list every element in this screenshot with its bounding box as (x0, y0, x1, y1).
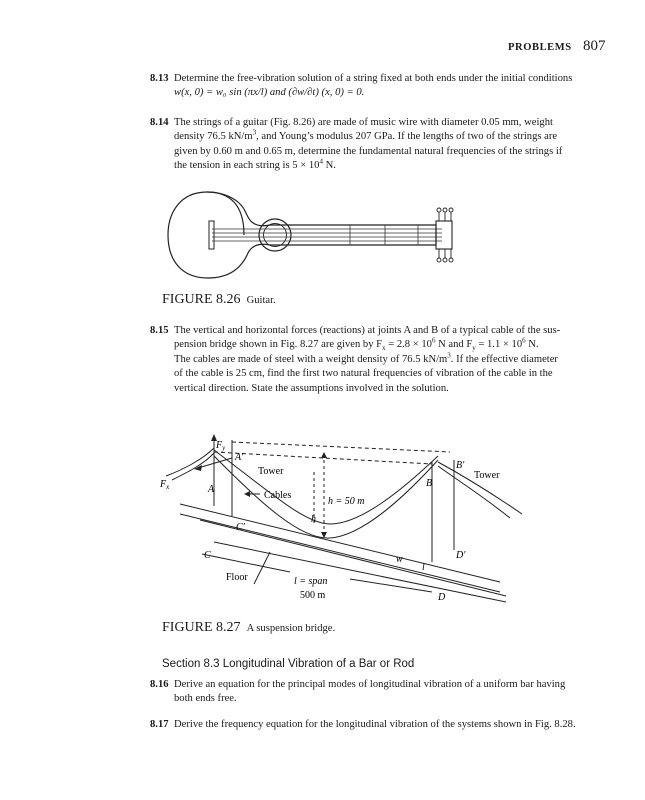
figure-title: A suspension bridge. (246, 623, 336, 634)
problem-number: 8.13 (150, 73, 169, 84)
problem-number: 8.16 (150, 679, 169, 690)
problem-text-line: w(x, 0) = w₀ sin (πx/l) and (∂w/∂t) (x, 0) = 0. (174, 87, 365, 99)
deck-line (180, 504, 500, 582)
figure-title: Guitar. (246, 295, 276, 306)
problem-text-line: of the cable is 25 cm, find the first two natural frequencies of vibration of the cable in the (174, 368, 553, 380)
label-tower-right: Tower (474, 470, 500, 481)
problem-text-line: pension bridge shown in Fig. 8.27 are given by $F_x = 2.8 \times 10^6$ N and $F_y = 1.1 \times 10^6$ N. (174, 336, 539, 353)
problem-text-line: Determine the free-vibration solution of a string fixed at both ends under the initial conditions (174, 73, 573, 84)
label-c: C (204, 550, 211, 561)
label-floor: Floor (226, 572, 248, 583)
label-fx: $F_x$ (160, 479, 170, 491)
problem-text-line: density 76.5 $kN/m^3$, and Young’s modulus 207 GPa. If the lengths of two of the strings are (174, 128, 558, 143)
main-cable-front (214, 456, 438, 538)
label-h-eq: h = 50 m (328, 496, 365, 507)
guitar-bridge (209, 221, 214, 249)
label-fy: $F_y$ (216, 440, 226, 452)
main-cable-back (214, 450, 438, 524)
label-b: B (426, 478, 433, 489)
figure-caption-8-27 (162, 620, 335, 636)
label-cables: Cables (264, 490, 292, 501)
guitar-headstock (436, 221, 452, 249)
guitar-body (168, 192, 436, 278)
page-number: 807 (583, 38, 606, 54)
tuning-pegs (437, 208, 453, 262)
problem-number: 8.14 (150, 117, 169, 128)
label-span-length: 500 m (300, 590, 326, 601)
problem-text-line: the tension in each string is $5 \times 10^4$ N. (174, 157, 336, 172)
problem-8-16 (150, 678, 606, 707)
label-c-prime: C′ (236, 522, 245, 533)
problem-text-line: both ends free. (174, 693, 237, 705)
label-a-prime: A′ (235, 452, 244, 463)
problem-8-17 (150, 718, 606, 732)
problem-number: 8.17 (150, 719, 169, 730)
label-a: A (208, 484, 215, 495)
problem-text-line: Derive the frequency equation for the longitudinal vibration of the systems shown in Fig. 8.28. (174, 719, 576, 730)
guitar-figure (160, 185, 480, 285)
problem-number: 8.15 (150, 325, 169, 336)
problem-text-line: vertical direction. State the assumptions involved in the solution. (174, 382, 449, 394)
figure-caption-8-26 (162, 292, 276, 308)
label-d-prime: D′ (456, 550, 466, 561)
problem-8-15 (150, 324, 606, 396)
problem-8-14 (150, 116, 606, 174)
label-d: D (438, 592, 446, 603)
label-h: h (311, 514, 316, 525)
problem-text-line: Derive an equation for the principal modes of longitudinal vibration of a uniform bar having (174, 679, 566, 690)
problem-text-line: The vertical and horizontal forces (reactions) at joints A and B of a typical cable of the sus- (174, 325, 561, 336)
cable-left-outer (166, 448, 214, 476)
label-span: l = span (294, 576, 328, 587)
label-b-prime: B′ (456, 460, 465, 471)
problem-text-line: The strings of a guitar (Fig. 8.26) are made of music wire with diameter 0.05 mm, weight (174, 117, 553, 128)
problem-8-13 (150, 72, 606, 101)
problem-text-line: The cables are made of steel with a weight density of 76.5 $kN/m^3$. If the effective diameter (174, 351, 558, 365)
section-heading: Section 8.3 Longitudinal Vibration of a Bar or Rod (162, 658, 415, 670)
figure-label: FIGURE 8.26 (162, 292, 241, 307)
label-l: l (422, 562, 425, 573)
label-tower-left: Tower (258, 466, 284, 477)
running-header-section: PROBLEMS (508, 42, 572, 53)
problem-text-line: given by 0.60 m and 0.65 m, determine the fundamental natural frequencies of the strings if (174, 145, 563, 157)
suspension-bridge-figure (160, 432, 540, 610)
label-w: w (396, 554, 403, 565)
figure-label: FIGURE 8.27 (162, 620, 241, 635)
